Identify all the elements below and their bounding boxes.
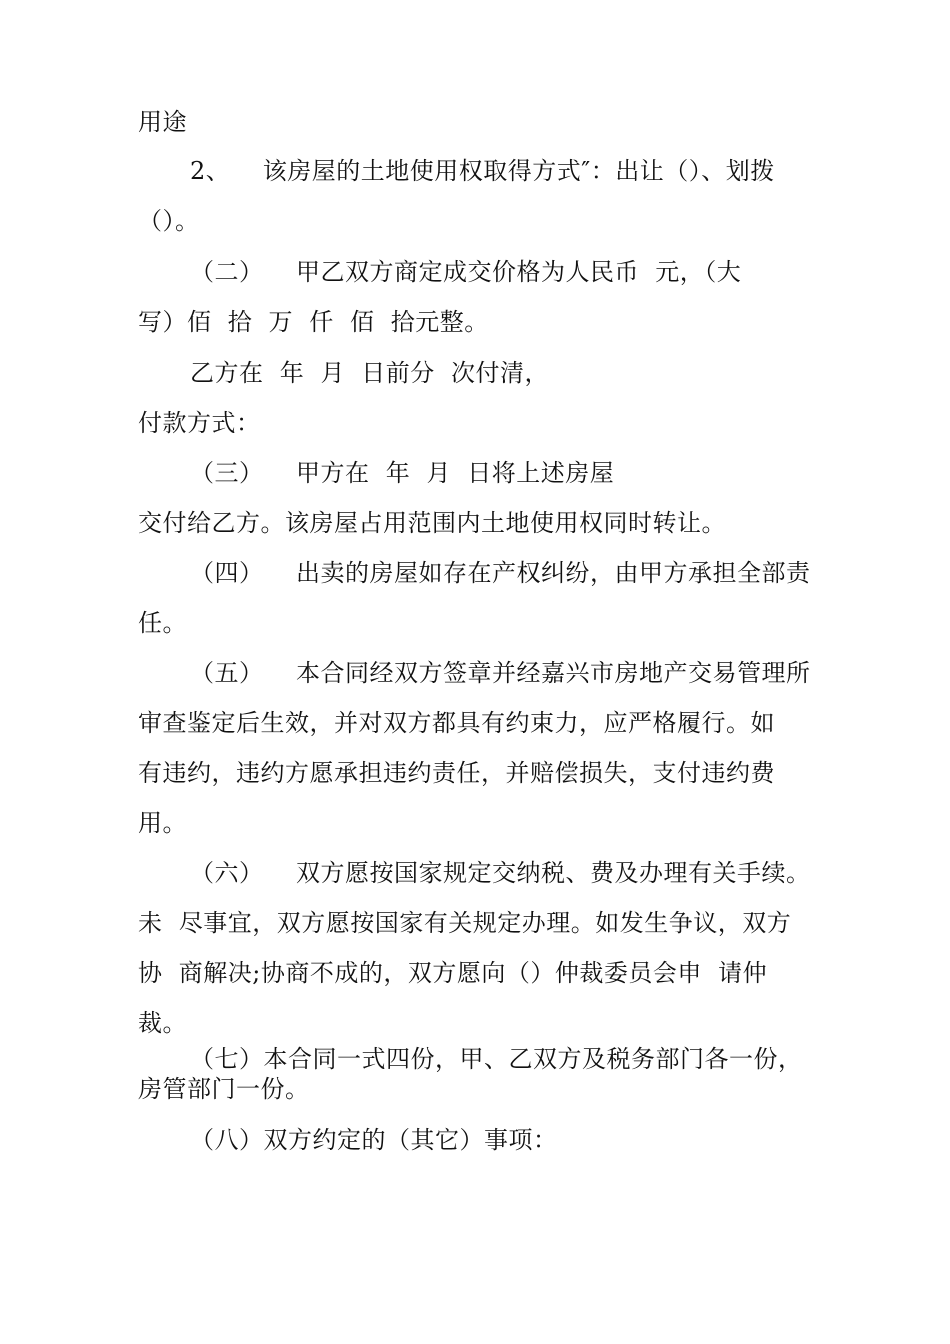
text-line-payment-date: 乙方在 年 月 日前分 次付清， xyxy=(190,359,550,387)
text-line-clause-5-cont-2: 有违约，违约方愿承担违约责任，并赔偿损失，支付违约费 xyxy=(138,759,775,787)
text-line-clause-5: （五） 本合同经双方签章并经嘉兴市房地产交易管理所 xyxy=(190,659,811,687)
text-line-clause-3-cont: 交付给乙方。该房屋占用范围内土地使用权同时转让。 xyxy=(138,509,726,537)
text-line-clause-7-cont: 房管部门一份。 xyxy=(138,1075,310,1103)
text-line-clause-5-cont-3: 用。 xyxy=(138,809,187,837)
text-line-payment-method: 付款方式： xyxy=(138,409,261,437)
text-line-clause-4-cont: 任。 xyxy=(138,609,187,637)
text-line-clause-4: （四） 出卖的房屋如存在产权纠纷，由甲方承担全部责 xyxy=(190,559,811,587)
text-line-clause-7: （七）本合同一式四份，甲、乙双方及税务部门各一份， xyxy=(190,1045,803,1073)
text-line-clause-3: （三） 甲方在 年 月 日将上述房屋 xyxy=(190,459,615,487)
text-line-clause-5-cont-1: 审查鉴定后生效，并对双方都具有约束力，应严格履行。如 xyxy=(138,709,775,737)
text-line-clause-6-cont-1: 未 尽事宜，双方愿按国家有关规定办理。如发生争议，双方 xyxy=(138,909,792,937)
text-line-clause-2-cont: 写）佰 拾 万 仟 佰 拾元整。 xyxy=(138,308,489,336)
text-line-clause-6-cont-2: 协 商解决;协商不成的，双方愿向（）仲裁委员会申 请仲 xyxy=(138,959,768,987)
text-line-clause-2: （二） 甲乙双方商定成交价格为人民币 元，（大 xyxy=(190,258,742,286)
text-line-land-rights-cont: （）。 xyxy=(138,207,200,235)
text-line-land-rights: 2、 该房屋的土地使用权取得方式″：出让（）、划拨 xyxy=(190,157,775,185)
text-line-clause-6-cont-3: 裁。 xyxy=(138,1009,187,1037)
text-line-usage: 用途 xyxy=(138,108,187,136)
text-line-clause-6: （六） 双方愿按国家规定交纳税、费及办理有关手续。 xyxy=(190,859,811,887)
text-line-clause-8: （八）双方约定的（其它）事项： xyxy=(190,1126,558,1154)
